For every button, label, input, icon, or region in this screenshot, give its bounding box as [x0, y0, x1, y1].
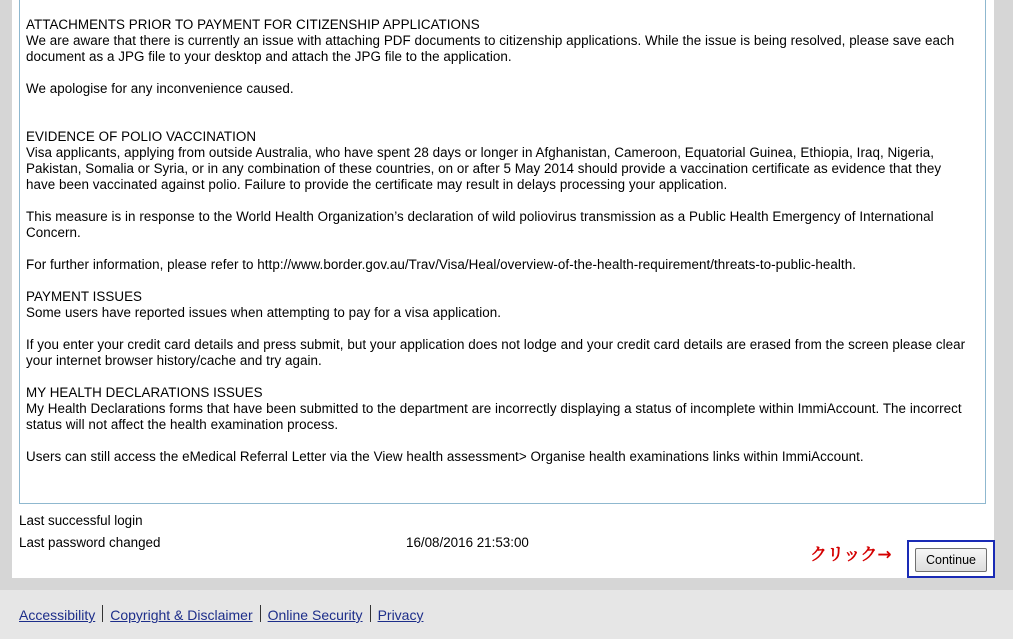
footer-divider — [102, 605, 103, 622]
notice-body: Some users have reported issues when attempting to pay for a visa application. — [26, 305, 502, 320]
page-frame-left — [0, 0, 12, 578]
last-login-label: Last successful login — [19, 513, 143, 528]
footer — [0, 590, 1013, 639]
footer-links — [19, 605, 423, 623]
click-annotation: クリック→ — [810, 545, 892, 565]
notice-health — [26, 385, 974, 465]
notice-polio — [26, 129, 974, 273]
footer-link-accessibility[interactable]: Accessibility — [19, 607, 96, 623]
page-frame-right — [994, 0, 1013, 578]
footer-divider — [260, 605, 261, 622]
last-password-label: Last password changed — [19, 535, 161, 550]
notice-body: My Health Declarations forms that have been submitted to the department are incorrectly displaying a status of incomplete within ImmiAccount. The incorrect status will not affect the health examination process. — [26, 401, 962, 432]
main-panel — [12, 0, 994, 578]
login-info — [19, 510, 719, 554]
notice-body: If you enter your credit card details and press submit, but your application does not lodge and your credit card details are erased from the screen please clear your internet browser history/cache and try again. — [26, 337, 966, 368]
notice-body: Users can still access the eMedical Referral Letter via the View health assessment> Organise health examinations links within ImmiAccount. — [26, 449, 864, 464]
footer-separator — [0, 578, 1013, 590]
notice-body: We apologise for any inconvenience caused. — [26, 81, 294, 96]
footer-link-online-security[interactable]: Online Security — [267, 607, 363, 623]
notice-heading: PAYMENT ISSUES — [26, 289, 143, 304]
notice-content — [26, 17, 974, 465]
last-password-value: 16/08/2016 21:53:00 — [406, 535, 529, 550]
notice-heading: EVIDENCE OF POLIO VACCINATION — [26, 129, 257, 144]
footer-link-privacy[interactable]: Privacy — [377, 607, 424, 623]
footer-link-copyright[interactable]: Copyright & Disclaimer — [110, 607, 253, 623]
notice-attachments — [26, 17, 974, 97]
continue-highlight-box — [907, 540, 995, 578]
continue-button[interactable]: Continue — [915, 548, 987, 572]
notice-box[interactable] — [19, 0, 986, 504]
notice-body: We are aware that there is currently an issue with attaching PDF documents to citizenship applications. While the issue is being resolved, please save each document as a JPG file to your desktop and attach the JPG file to the application. — [26, 33, 955, 64]
footer-divider — [370, 605, 371, 622]
notice-body: This measure is in response to the World Health Organization’s declaration of wild poliovirus transmission as a Public Health Emergency of International Concern. — [26, 209, 934, 240]
last-password-row — [19, 532, 719, 554]
last-login-row — [19, 510, 719, 532]
notice-body: For further information, please refer to http://www.border.gov.au/Trav/Visa/Heal/overview-of-the-health-requirement/threats-to-public-health. — [26, 257, 856, 272]
notice-heading: MY HEALTH DECLARATIONS ISSUES — [26, 385, 263, 400]
notice-body: Visa applicants, applying from outside Australia, who have spent 28 days or longer in Afghanistan, Cameroon, Equatorial Guinea, Ethiopia, Iraq, Nigeria, Pakistan, Somalia or Syria, or in any combination of these countries, on or after 5 May 2014 should provide a vaccination certificate as evidence that they have been vaccinated against polio. Failure to provide the certificate may result in delays processing your application. — [26, 145, 942, 192]
notice-heading: ATTACHMENTS PRIOR TO PAYMENT FOR CITIZENSHIP APPLICATIONS — [26, 17, 480, 32]
notice-payment — [26, 289, 974, 369]
